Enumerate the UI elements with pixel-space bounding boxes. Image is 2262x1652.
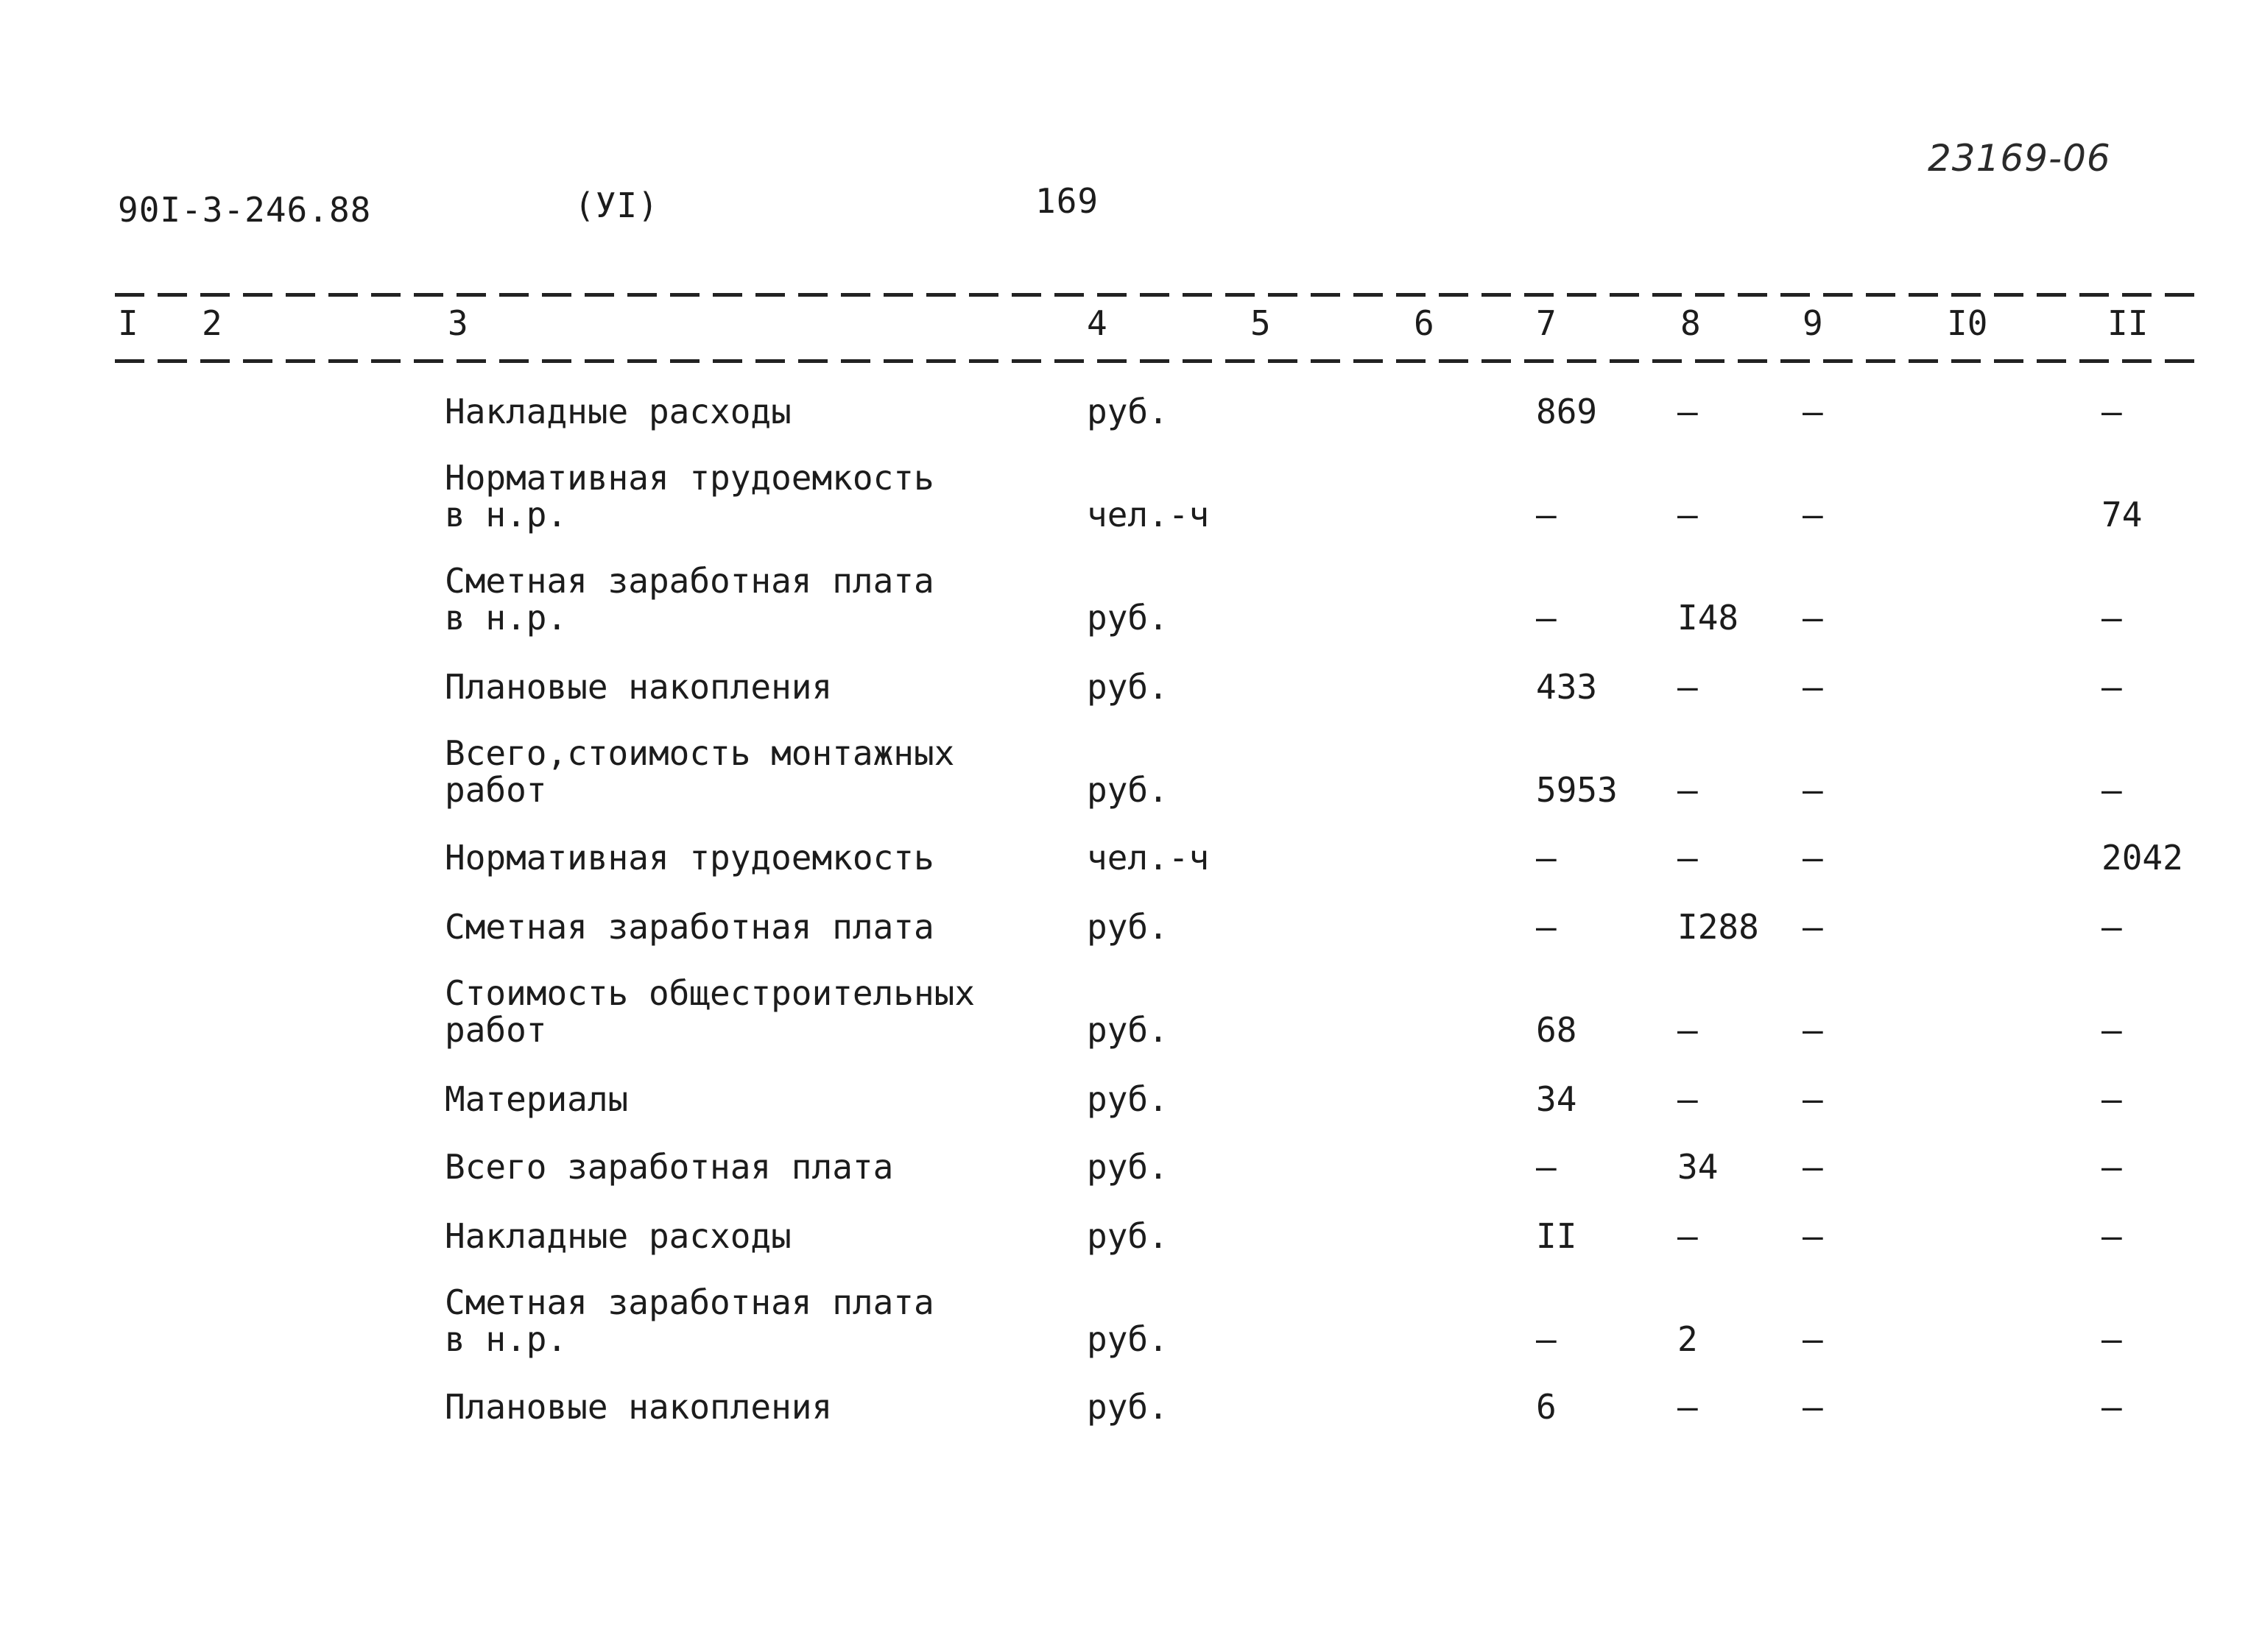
col9-value: – — [1803, 1319, 1823, 1359]
col11-value: – — [2101, 1079, 2122, 1119]
unit-cell: руб. — [1087, 1079, 1169, 1119]
col9-value: – — [1803, 598, 1823, 638]
col9-value: – — [1803, 1010, 1823, 1050]
item-name-line: Нормативная трудоемкость — [445, 838, 934, 878]
col11-value: 74 — [2101, 495, 2143, 534]
col7-value: – — [1536, 907, 1557, 947]
col8-value: – — [1677, 770, 1698, 810]
col8-value: – — [1677, 495, 1698, 534]
col8-value: – — [1677, 1387, 1698, 1427]
col8-value: I48 — [1677, 598, 1739, 638]
col11-value: – — [2101, 1010, 2122, 1050]
col8-value: I288 — [1677, 907, 1759, 947]
item-name — [445, 1388, 832, 1425]
unit-cell: чел.-ч — [1087, 838, 1210, 878]
col7-value: 68 — [1536, 1010, 1577, 1050]
col8-value: – — [1677, 392, 1698, 431]
column-number: 2 — [202, 303, 222, 343]
col7-value: – — [1536, 838, 1557, 878]
unit-cell: руб. — [1087, 667, 1169, 707]
col9-value: – — [1803, 495, 1823, 534]
col7-value: 34 — [1536, 1079, 1577, 1119]
col8-value: 2 — [1677, 1319, 1698, 1359]
unit-cell: чел.-ч — [1087, 495, 1210, 534]
col9-value: – — [1803, 667, 1823, 707]
col9-value: – — [1803, 907, 1823, 947]
item-name-line: Накладные расходы — [445, 1216, 792, 1256]
col8-value: – — [1677, 1079, 1698, 1119]
col11-value: – — [2101, 392, 2122, 431]
col11-value: – — [2101, 1387, 2122, 1427]
col11-value: – — [2101, 1216, 2122, 1256]
item-name-line: работ — [445, 770, 547, 810]
col9-value: – — [1803, 1147, 1823, 1187]
item-name-line: Плановые накопления — [445, 667, 833, 707]
col9-value: – — [1803, 770, 1823, 810]
col9-value: – — [1803, 838, 1823, 878]
unit-cell: руб. — [1087, 1010, 1169, 1050]
column-number: 6 — [1414, 303, 1434, 343]
col9-value: – — [1803, 1079, 1823, 1119]
column-number: 3 — [448, 303, 468, 343]
col7-value: – — [1536, 598, 1557, 638]
col8-value: – — [1677, 1010, 1698, 1050]
column-number: 5 — [1250, 303, 1271, 343]
col8-value: – — [1677, 838, 1698, 878]
col11-value: – — [2101, 770, 2122, 810]
handwritten-inventory-number: 23169-06 — [1928, 137, 2111, 180]
col7-value: – — [1536, 495, 1557, 534]
col11-value: 2042 — [2101, 838, 2183, 878]
col11-value: – — [2101, 667, 2122, 707]
col7-value: 6 — [1536, 1387, 1557, 1427]
unit-cell: руб. — [1087, 392, 1169, 431]
item-name-line: в н.р. — [445, 1319, 568, 1359]
col7-value: 5953 — [1536, 770, 1618, 810]
col11-value: – — [2101, 1147, 2122, 1187]
column-number: 8 — [1680, 303, 1701, 343]
col8-value: 34 — [1677, 1147, 1719, 1187]
col8-value: – — [1677, 667, 1698, 707]
item-name-line: в н.р. — [445, 598, 568, 638]
unit-cell: руб. — [1087, 1319, 1169, 1359]
unit-cell: руб. — [1087, 907, 1169, 947]
column-number: 4 — [1087, 303, 1107, 343]
item-name-line: Сметная заработная плата — [445, 1282, 934, 1322]
col11-value: – — [2101, 1319, 2122, 1359]
col9-value: – — [1803, 1216, 1823, 1256]
item-name-line: Плановые накопления — [445, 1387, 833, 1427]
column-number: 9 — [1803, 303, 1823, 343]
col7-value: 433 — [1536, 667, 1598, 707]
col8-value: – — [1677, 1216, 1698, 1256]
column-number: I — [118, 303, 138, 343]
item-name-line: Материалы — [445, 1079, 629, 1119]
col7-value: – — [1536, 1147, 1557, 1187]
col7-value: – — [1536, 1319, 1557, 1359]
item-name-line: Всего,стоимость монтажных — [445, 733, 955, 773]
item-name-line: Сметная заработная плата — [445, 907, 934, 947]
page-number: 169 — [1035, 181, 1099, 221]
unit-cell: руб. — [1087, 598, 1169, 638]
col7-value: II — [1536, 1216, 1577, 1256]
col11-value: – — [2101, 907, 2122, 947]
column-number: I0 — [1947, 303, 1988, 343]
item-name-line: в н.р. — [445, 495, 568, 534]
item-name-line: Сметная заработная плата — [445, 561, 934, 601]
unit-cell: руб. — [1087, 770, 1169, 810]
item-name-line: Нормативная трудоемкость — [445, 458, 934, 498]
col9-value: – — [1803, 392, 1823, 431]
item-name-line: Всего заработная плата — [445, 1147, 894, 1187]
column-number: 7 — [1536, 303, 1557, 343]
unit-cell: руб. — [1087, 1216, 1169, 1256]
item-name-line: работ — [445, 1010, 547, 1050]
item-name-line: Накладные расходы — [445, 392, 792, 431]
section-number: (УI) — [574, 186, 659, 225]
column-number: II — [2107, 303, 2149, 343]
unit-cell: руб. — [1087, 1387, 1169, 1427]
col7-value: 869 — [1536, 392, 1598, 431]
unit-cell: руб. — [1087, 1147, 1169, 1187]
document-code: 90I-3-246.88 — [118, 190, 372, 230]
col11-value: – — [2101, 598, 2122, 638]
item-name-line: Стоимость общестроительных — [445, 973, 976, 1013]
col9-value: – — [1803, 1387, 1823, 1427]
